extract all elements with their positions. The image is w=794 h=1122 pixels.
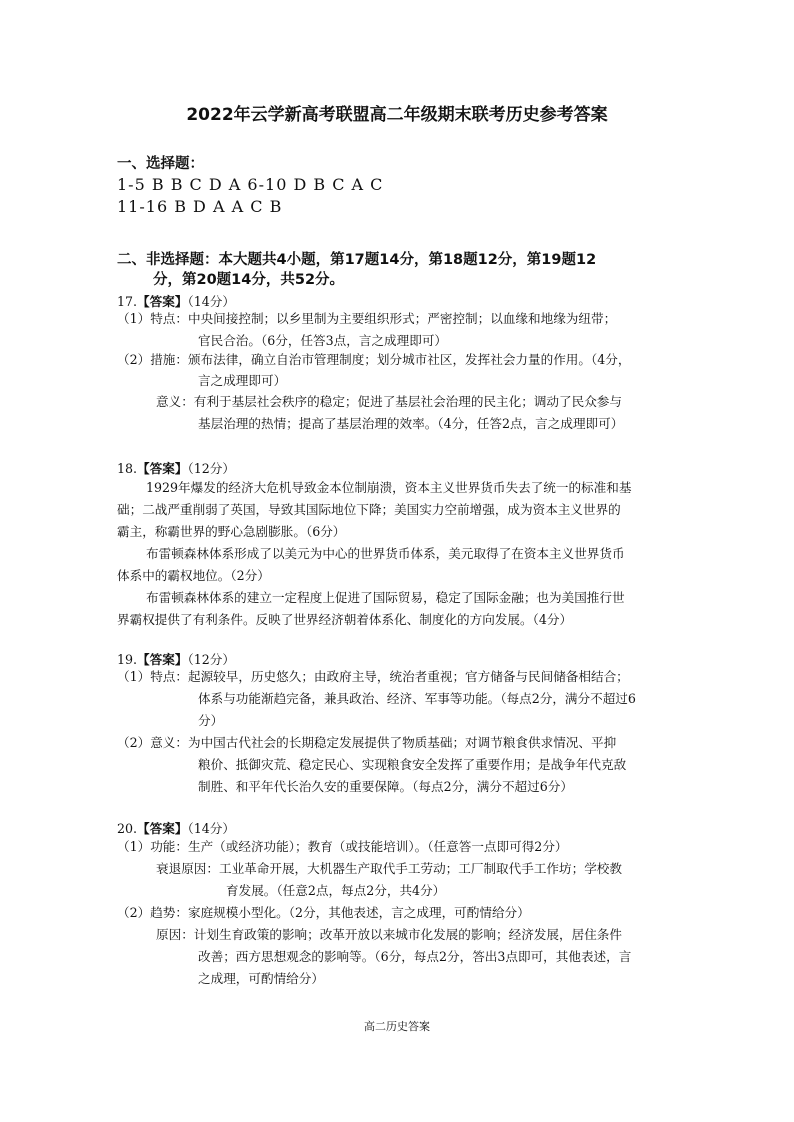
q19-part1-line-2: 体系与功能渐趋完备，兼具政治、经济、军事等功能。（每点2分，满分不超过6: [198, 691, 636, 706]
page-footer: 高二历史答案: [364, 1020, 430, 1033]
q18-line-4: 布雷顿森林体系形成了以美元为中心的世界货币体系，美元取得了在资本主义世界货币: [146, 546, 625, 561]
question-number: 19.: [117, 652, 138, 667]
q18-line-5: 体系中的霸权地位。（2分）: [117, 568, 270, 583]
question-number: 20.: [117, 821, 138, 836]
q19-part2-line-1: （2）意义：为中国古代社会的长期稳定发展提供了物质基础；对调节粮食供求情况、平抑: [117, 735, 617, 750]
q17-part2-line-2: 言之成理即可）: [198, 373, 287, 388]
q18-line-7: 界霸权提供了有利条件。反映了世界经济朝着体系化、制度化的方向发展。（4分）: [117, 612, 573, 627]
q20-trend-line-1: （2）趋势：家庭规模小型化。（2分，其他表述，言之成理，可酌情给分）: [117, 905, 530, 920]
section-nonchoice-heading-line-2: 分，第20题14分，共52分。: [153, 272, 345, 288]
q20-part1-line-1: （1）功能：生产（或经济功能）；教育（或技能培训）。（任意答一点即可得2分）: [117, 839, 568, 854]
q17-significance-line-1: 意义：有利于基层社会秩序的稳定；促进了基层社会治理的民主化；调动了民众参与: [156, 394, 622, 409]
q19-part1-line-3: 分）: [198, 713, 224, 728]
q20-reason-line-3: 之成理，可酌情给分）: [198, 971, 324, 986]
question-18-header: [117, 458, 235, 477]
section-nonchoice-heading-line-1: 二、非选择题：本大题共4小题，第17题14分，第18题12分，第19题12: [117, 252, 597, 268]
q18-line-2: 础；二战严重削弱了英国，导致其国际地位下降；美国实力空前增强，成为资本主义世界的: [117, 502, 621, 517]
question-number: 17.: [117, 294, 138, 309]
choice-answers-row-1: 1-5 B B C D A 6-10 D B C A C: [117, 175, 384, 194]
q17-part1-line-1: （1）特点：中央间接控制；以乡里制为主要组织形式；严密控制；以血缘和地缘为纽带；: [117, 311, 617, 326]
q20-reason-line-1: 原因：计划生育政策的影响；改革开放以来城市化发展的影响；经济发展，居住条件: [156, 927, 622, 942]
choice-answers-row-2: 11-16 B D A A C B: [117, 197, 283, 216]
q20-decline-reason-line-1: 衰退原因：工业革命开展，大机器生产取代手工劳动；工厂制取代手工作坊；学校教: [156, 861, 622, 876]
q20-reason-line-2: 改善；西方思想观念的影响等。（6分，每点2分，答出3点即可，其他表述，言: [198, 949, 632, 964]
question-20-header: [117, 818, 235, 837]
question-score: （14分）: [187, 294, 235, 309]
q20-decline-reason-line-2: 育发展。（任意2点，每点2分，共4分）: [226, 883, 446, 898]
section-choice-heading: 一、选择题：: [117, 156, 204, 172]
q19-part1-line-1: （1）特点：起源较早，历史悠久；由政府主导，统治者重视；官方储备与民间储备相结合；: [117, 669, 629, 684]
q18-line-6: 布雷顿森林体系的建立一定程度上促进了国际贸易，稳定了国际金融；也为美国推行世: [146, 590, 625, 605]
question-score: （14分）: [187, 821, 235, 836]
q17-part1-line-2: 官民合治。（6分，任答3点，言之成理即可）: [198, 333, 448, 348]
answer-label: 【答案】: [137, 652, 188, 667]
question-number: 18.: [117, 461, 138, 476]
q19-part2-line-2: 粮价、抵御灾荒、稳定民心、实现粮食安全发挥了重要作用；是战争年代克敌: [198, 757, 627, 772]
q18-line-1: 1929年爆发的经济大危机导致金本位制崩溃，资本主义世界货币失去了统一的标准和基: [146, 480, 632, 495]
q17-part2-line-1: （2）措施：颁布法律，确立自治市管理制度；划分城市社区，发挥社会力量的作用。（4分，: [117, 352, 631, 367]
page-title: 2022年云学新高考联盟高二年级期末联考历史参考答案: [186, 105, 608, 125]
answer-label: 【答案】: [137, 461, 188, 476]
answer-label: 【答案】: [137, 821, 188, 836]
q19-part2-line-3: 制胜、和平年代长治久安的重要保障。（每点2分，满分不超过6分）: [198, 779, 573, 794]
question-score: （12分）: [187, 652, 235, 667]
q18-line-3: 霸主，称霸世界的野心急剧膨胀。（6分）: [117, 524, 346, 539]
answer-label: 【答案】: [137, 294, 188, 309]
q17-significance-line-2: 基层治理的热情；提高了基层治理的效率。（4分，任答2点，言之成理即可）: [198, 416, 624, 431]
question-score: （12分）: [187, 461, 235, 476]
